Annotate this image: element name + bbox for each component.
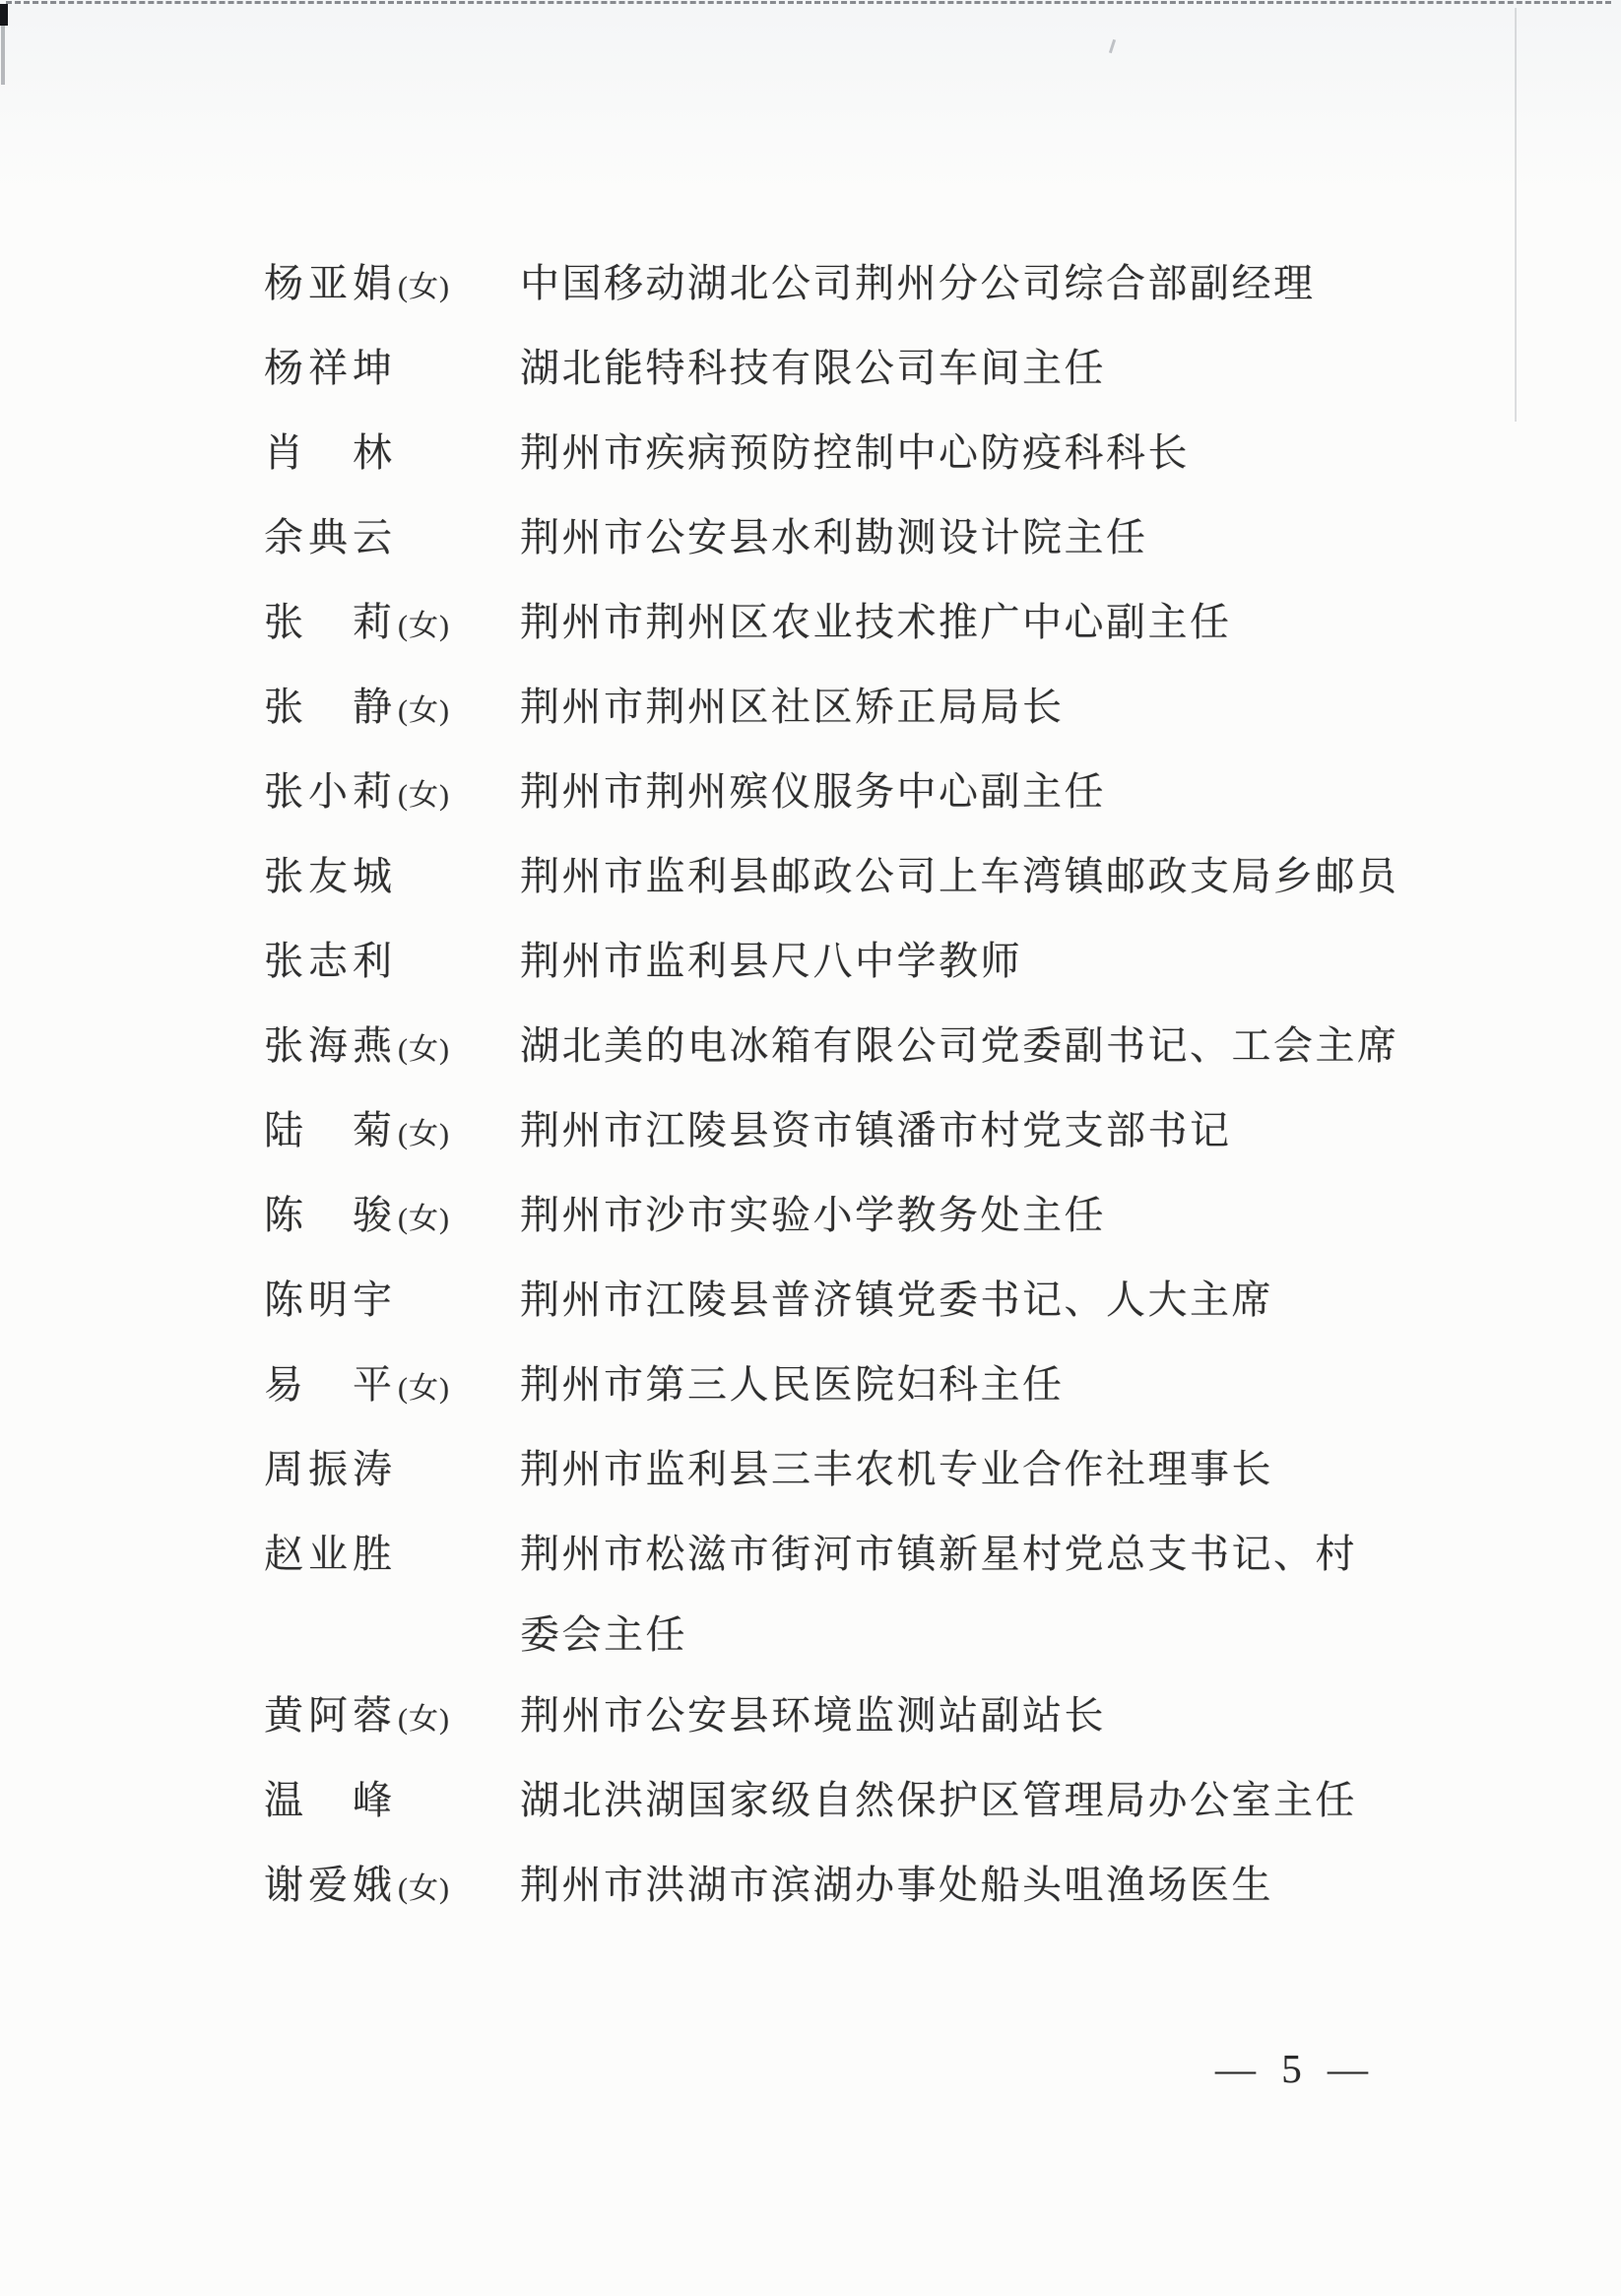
person-title bbox=[520, 1345, 1065, 1425]
person-name bbox=[264, 243, 520, 328]
gender-suffix bbox=[397, 356, 398, 388]
person-name bbox=[264, 1345, 520, 1429]
person-name bbox=[264, 328, 520, 413]
name-text: 肖 林 bbox=[264, 430, 397, 475]
list-item bbox=[264, 921, 1399, 1006]
person-title bbox=[520, 1675, 1106, 1756]
scan-artifact-top-edge bbox=[6, 1, 1611, 4]
gender-suffix bbox=[397, 1542, 398, 1574]
name-text: 张小莉 bbox=[264, 769, 397, 814]
person-title-line: 荆州市监利县尺八中学教师 bbox=[520, 939, 1022, 983]
person-title bbox=[520, 667, 1065, 748]
gender-suffix: (女) bbox=[398, 271, 450, 303]
person-name bbox=[264, 1514, 520, 1599]
gender-suffix: (女) bbox=[398, 1703, 450, 1736]
list-item bbox=[264, 752, 1399, 836]
gender-suffix bbox=[397, 1788, 398, 1820]
person-name bbox=[264, 752, 520, 836]
person-name bbox=[264, 1006, 520, 1090]
person-title-line: 荆州市洪湖市滨湖办事处船头咀渔场医生 bbox=[520, 1863, 1273, 1907]
gender-suffix: (女) bbox=[398, 1033, 450, 1066]
name-text: 陈明宇 bbox=[264, 1278, 397, 1322]
gender-suffix: (女) bbox=[398, 779, 450, 812]
name-text: 谢爱娥 bbox=[264, 1863, 397, 1907]
name-text: 张友城 bbox=[264, 854, 397, 898]
person-title bbox=[520, 582, 1232, 663]
name-text: 杨亚娟 bbox=[264, 261, 397, 305]
person-title bbox=[520, 243, 1316, 324]
person-title bbox=[520, 328, 1106, 409]
person-title bbox=[520, 836, 1399, 917]
person-title-line: 荆州市荆州殡仪服务中心副主任 bbox=[520, 769, 1106, 814]
person-title-line: 荆州市江陵县资市镇潘市村党支部书记 bbox=[520, 1108, 1232, 1152]
gender-suffix: (女) bbox=[398, 1872, 450, 1905]
name-text: 温 峰 bbox=[264, 1778, 397, 1822]
gender-suffix: (女) bbox=[398, 1203, 450, 1235]
gender-suffix: (女) bbox=[398, 610, 450, 642]
page-number: — 5 — bbox=[1215, 2046, 1369, 2091]
person-name bbox=[264, 582, 520, 667]
person-title-line: 荆州市沙市实验小学教务处主任 bbox=[520, 1193, 1106, 1237]
gender-suffix bbox=[397, 1457, 398, 1489]
person-title-line: 湖北洪湖国家级自然保护区管理局办公室主任 bbox=[520, 1778, 1357, 1822]
honor-roll-list bbox=[264, 243, 1399, 1930]
gender-suffix: (女) bbox=[398, 694, 450, 727]
person-name bbox=[264, 1090, 520, 1175]
list-item bbox=[264, 1429, 1399, 1514]
name-text: 张 静 bbox=[264, 685, 397, 729]
person-title-line: 湖北能特科技有限公司车间主任 bbox=[520, 346, 1106, 390]
list-item bbox=[264, 1514, 1399, 1675]
person-name bbox=[264, 1675, 520, 1760]
scan-artifact-right-line bbox=[1515, 8, 1517, 422]
person-title bbox=[520, 1514, 1357, 1675]
person-title-line: 荆州市公安县环境监测站副站长 bbox=[520, 1693, 1106, 1738]
list-item bbox=[264, 1845, 1399, 1930]
person-title-line: 中国移动湖北公司荆州分公司综合部副经理 bbox=[520, 261, 1316, 305]
name-text: 陈 骏 bbox=[264, 1193, 397, 1237]
person-title bbox=[520, 413, 1190, 493]
list-item bbox=[264, 497, 1399, 582]
gender-suffix bbox=[397, 440, 398, 473]
list-item bbox=[264, 667, 1399, 752]
name-text: 易 平 bbox=[264, 1362, 397, 1407]
person-name bbox=[264, 497, 520, 582]
scan-artifact-speck bbox=[1109, 39, 1116, 53]
list-item bbox=[264, 328, 1399, 413]
name-text: 周振涛 bbox=[264, 1447, 397, 1491]
person-title bbox=[520, 1260, 1273, 1341]
scan-artifact-left-mark bbox=[0, 4, 8, 26]
gender-suffix bbox=[397, 949, 398, 981]
person-title bbox=[520, 1429, 1273, 1510]
name-text: 张海燕 bbox=[264, 1023, 397, 1068]
list-item bbox=[264, 582, 1399, 667]
person-title-line: 荆州市荆州区农业技术推广中心副主任 bbox=[520, 600, 1232, 644]
list-item bbox=[264, 413, 1399, 497]
list-item bbox=[264, 1175, 1399, 1260]
list-item bbox=[264, 836, 1399, 921]
list-item bbox=[264, 1006, 1399, 1090]
gender-suffix bbox=[397, 864, 398, 896]
list-item bbox=[264, 243, 1399, 328]
person-title-line: 湖北美的电冰箱有限公司党委副书记、工会主席 bbox=[520, 1023, 1399, 1068]
name-text: 张 莉 bbox=[264, 600, 397, 644]
name-text: 黄阿蓉 bbox=[264, 1693, 397, 1738]
name-text: 陆 菊 bbox=[264, 1108, 397, 1152]
person-title-line: 荆州市公安县水利勘测设计院主任 bbox=[520, 515, 1148, 559]
name-text: 赵业胜 bbox=[264, 1532, 397, 1576]
person-title-line: 荆州市江陵县普济镇党委书记、人大主席 bbox=[520, 1278, 1273, 1322]
person-name bbox=[264, 921, 520, 1006]
person-name bbox=[264, 1429, 520, 1514]
name-text: 张志利 bbox=[264, 939, 397, 983]
gender-suffix bbox=[397, 1287, 398, 1320]
list-item bbox=[264, 1260, 1399, 1345]
person-title-line: 荆州市疾病预防控制中心防疫科科长 bbox=[520, 430, 1190, 475]
gender-suffix: (女) bbox=[398, 1118, 450, 1150]
person-title-line: 委会主任 bbox=[520, 1612, 687, 1657]
list-item bbox=[264, 1345, 1399, 1429]
person-title bbox=[520, 921, 1022, 1002]
person-title bbox=[520, 1090, 1232, 1171]
person-title bbox=[520, 1760, 1357, 1841]
person-title bbox=[520, 1845, 1273, 1926]
gender-suffix: (女) bbox=[398, 1372, 450, 1405]
person-name bbox=[264, 1845, 520, 1930]
person-name bbox=[264, 1760, 520, 1845]
person-title bbox=[520, 1006, 1399, 1086]
person-title-line: 荆州市监利县邮政公司上车湾镇邮政支局乡邮员 bbox=[520, 854, 1399, 898]
person-name bbox=[264, 1260, 520, 1345]
person-title-line: 荆州市荆州区社区矫正局局长 bbox=[520, 685, 1065, 729]
gender-suffix bbox=[397, 525, 398, 558]
person-name bbox=[264, 413, 520, 497]
list-item bbox=[264, 1090, 1399, 1175]
name-text: 杨祥坤 bbox=[264, 346, 397, 390]
person-title bbox=[520, 497, 1148, 578]
scan-artifact-left-smudge bbox=[1, 26, 5, 85]
person-name bbox=[264, 836, 520, 921]
list-item bbox=[264, 1675, 1399, 1760]
person-name bbox=[264, 1175, 520, 1260]
person-title-line: 荆州市松滋市街河市镇新星村党总支书记、村 bbox=[520, 1532, 1357, 1576]
person-title bbox=[520, 752, 1106, 832]
person-title-line: 荆州市监利县三丰农机专业合作社理事长 bbox=[520, 1447, 1273, 1491]
person-title-line: 荆州市第三人民医院妇科主任 bbox=[520, 1362, 1065, 1407]
person-name bbox=[264, 667, 520, 752]
list-item bbox=[264, 1760, 1399, 1845]
person-title bbox=[520, 1175, 1106, 1256]
name-text: 余典云 bbox=[264, 515, 397, 559]
